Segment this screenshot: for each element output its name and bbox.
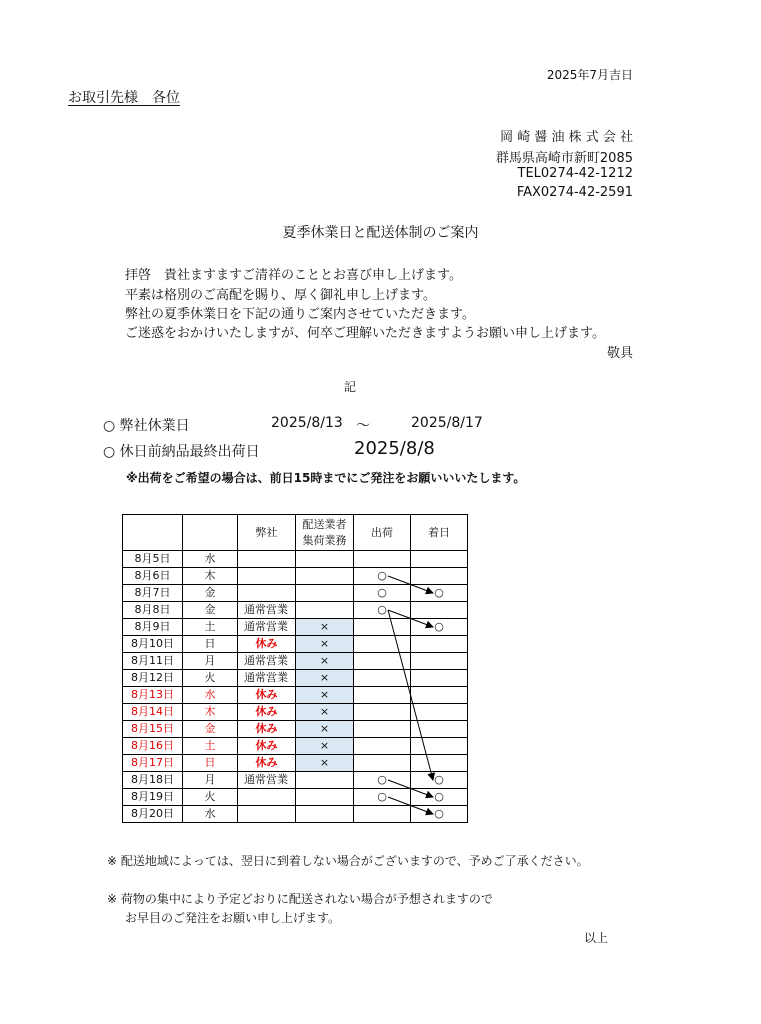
row-ship-mark xyxy=(354,653,411,670)
header-carrier-line1: 配送業者 xyxy=(302,517,347,531)
body-line-4: ご迷惑をおかけいたしますが、何卒ご理解いただきますようお願い申し上げます。 xyxy=(125,326,605,341)
row-weekday: 水 xyxy=(183,551,238,568)
row-weekday: 土 xyxy=(183,738,238,755)
table-header-row xyxy=(123,515,468,551)
table-row xyxy=(123,687,468,704)
order-note: ※出荷をご希望の場合は、前日15時までにご発注をお願いいいたします。 xyxy=(126,471,526,485)
header-ship: 出荷 xyxy=(354,515,411,551)
sender-company: 岡 崎 醤 油 株 式 会 社 xyxy=(500,130,633,145)
table-row xyxy=(123,738,468,755)
row-carrier-status: × xyxy=(296,738,354,755)
row-ship-mark xyxy=(354,704,411,721)
row-date: 8月17日 xyxy=(123,755,183,772)
row-company-status xyxy=(238,789,296,806)
row-company-status xyxy=(238,551,296,568)
row-arrive-mark xyxy=(411,602,468,619)
row-date: 8月15日 xyxy=(123,721,183,738)
row-arrive-mark: ○ xyxy=(411,772,468,789)
row-weekday: 木 xyxy=(183,568,238,585)
row-date: 8月16日 xyxy=(123,738,183,755)
lastship-date: 2025/8/8 xyxy=(354,438,435,459)
row-ship-mark xyxy=(354,806,411,823)
table-row xyxy=(123,585,468,602)
row-weekday: 金 xyxy=(183,721,238,738)
row-arrive-mark xyxy=(411,568,468,585)
row-weekday: 水 xyxy=(183,687,238,704)
sender-address: 群馬県高崎市新町2085 xyxy=(495,151,633,166)
row-carrier-status: × xyxy=(296,653,354,670)
row-arrive-mark xyxy=(411,738,468,755)
header-arrive: 着日 xyxy=(411,515,468,551)
row-arrive-mark: ○ xyxy=(411,789,468,806)
sender-tel: TEL0274-42-1212 xyxy=(517,166,633,181)
row-arrive-mark xyxy=(411,687,468,704)
row-company-status: 休み xyxy=(238,721,296,738)
footer-note-1: ※ 配送地域によっては、翌日に到着しない場合がございますので、予めご了承ください。 xyxy=(107,854,589,868)
row-date: 8月6日 xyxy=(123,568,183,585)
row-ship-mark xyxy=(354,755,411,772)
row-arrive-mark xyxy=(411,551,468,568)
table-row xyxy=(123,619,468,636)
row-carrier-status: × xyxy=(296,670,354,687)
row-date: 8月10日 xyxy=(123,636,183,653)
row-company-status: 通常営業 xyxy=(238,653,296,670)
header-carrier xyxy=(296,515,354,551)
row-company-status: 休み xyxy=(238,704,296,721)
row-arrive-mark: ○ xyxy=(411,619,468,636)
row-carrier-status: × xyxy=(296,687,354,704)
footer-note-2-line1: ※ 荷物の集中により予定どおりに配送されない場合が予想されますので xyxy=(107,892,493,906)
row-weekday: 日 xyxy=(183,636,238,653)
issue-date: 2025年7月吉日 xyxy=(546,68,633,82)
table-row xyxy=(123,551,468,568)
row-carrier-status: × xyxy=(296,619,354,636)
row-date: 8月9日 xyxy=(123,619,183,636)
row-ship-mark xyxy=(354,619,411,636)
row-company-status: 通常営業 xyxy=(238,772,296,789)
row-ship-mark: ○ xyxy=(354,602,411,619)
footer-end: 以上 xyxy=(584,931,609,945)
row-weekday: 水 xyxy=(183,806,238,823)
row-arrive-mark xyxy=(411,755,468,772)
row-carrier-status: × xyxy=(296,636,354,653)
table-row xyxy=(123,789,468,806)
row-ship-mark xyxy=(354,738,411,755)
document-title: 夏季休業日と配送体制のご案内 xyxy=(282,225,479,241)
row-ship-mark xyxy=(354,687,411,704)
header-company: 弊社 xyxy=(238,515,296,551)
row-carrier-status xyxy=(296,551,354,568)
row-weekday: 金 xyxy=(183,585,238,602)
ki-heading: 記 xyxy=(343,380,356,394)
header-carrier-line2: 集荷業務 xyxy=(302,533,347,547)
closing: 敬具 xyxy=(606,346,633,361)
row-ship-mark: ○ xyxy=(354,772,411,789)
sender-fax: FAX0274-42-2591 xyxy=(516,185,633,200)
row-carrier-status xyxy=(296,789,354,806)
row-date: 8月7日 xyxy=(123,585,183,602)
table-row xyxy=(123,704,468,721)
holiday-separator: ～ xyxy=(356,418,370,434)
table-row xyxy=(123,721,468,738)
row-weekday: 火 xyxy=(183,789,238,806)
row-date: 8月11日 xyxy=(123,653,183,670)
row-ship-mark: ○ xyxy=(354,789,411,806)
row-carrier-status: × xyxy=(296,755,354,772)
holiday-end: 2025/8/17 xyxy=(411,415,483,431)
table-row xyxy=(123,806,468,823)
table-row xyxy=(123,772,468,789)
row-weekday: 日 xyxy=(183,755,238,772)
recipient: お取引先様 各位 xyxy=(68,90,180,106)
row-carrier-status xyxy=(296,602,354,619)
row-weekday: 土 xyxy=(183,619,238,636)
row-company-status: 通常営業 xyxy=(238,670,296,687)
row-company-status xyxy=(238,806,296,823)
body-line-3: 弊社の夏季休業日を下記の通りご案内させていただきます。 xyxy=(125,307,475,322)
row-arrive-mark: ○ xyxy=(411,585,468,602)
table-row xyxy=(123,568,468,585)
row-company-status: 休み xyxy=(238,636,296,653)
row-company-status xyxy=(238,568,296,585)
row-weekday: 月 xyxy=(183,772,238,789)
row-arrive-mark xyxy=(411,704,468,721)
row-ship-mark xyxy=(354,721,411,738)
row-weekday: 火 xyxy=(183,670,238,687)
schedule-table xyxy=(122,514,468,823)
lastship-label: ○ 休日前納品最終出荷日 xyxy=(103,444,260,460)
row-weekday: 月 xyxy=(183,653,238,670)
row-date: 8月12日 xyxy=(123,670,183,687)
header-blank xyxy=(123,515,183,551)
row-date: 8月18日 xyxy=(123,772,183,789)
table-row xyxy=(123,653,468,670)
body-line-1: 拝啓 貴社ますますご清祥のこととお喜び申し上げます。 xyxy=(125,268,462,283)
row-company-status xyxy=(238,585,296,602)
table-row xyxy=(123,755,468,772)
row-ship-mark xyxy=(354,670,411,687)
row-date: 8月14日 xyxy=(123,704,183,721)
row-carrier-status xyxy=(296,568,354,585)
header-blank-2 xyxy=(183,515,238,551)
row-company-status: 休み xyxy=(238,738,296,755)
row-date: 8月20日 xyxy=(123,806,183,823)
row-arrive-mark xyxy=(411,670,468,687)
holiday-start: 2025/8/13 xyxy=(271,415,343,431)
row-carrier-status xyxy=(296,772,354,789)
table-row xyxy=(123,670,468,687)
row-carrier-status xyxy=(296,585,354,602)
row-company-status: 休み xyxy=(238,755,296,772)
row-company-status: 通常営業 xyxy=(238,619,296,636)
row-date: 8月19日 xyxy=(123,789,183,806)
row-date: 8月8日 xyxy=(123,602,183,619)
row-ship-mark xyxy=(354,636,411,653)
table-row xyxy=(123,602,468,619)
row-date: 8月13日 xyxy=(123,687,183,704)
row-arrive-mark xyxy=(411,721,468,738)
row-carrier-status: × xyxy=(296,721,354,738)
body-line-2: 平素は格別のご高配を賜り、厚く御礼申し上げます。 xyxy=(125,288,436,303)
row-arrive-mark xyxy=(411,653,468,670)
row-carrier-status xyxy=(296,806,354,823)
footer-note-2-line2: お早目のご発注をお願い申し上げます。 xyxy=(125,911,341,925)
row-ship-mark: ○ xyxy=(354,568,411,585)
row-arrive-mark: ○ xyxy=(411,806,468,823)
row-date: 8月5日 xyxy=(123,551,183,568)
row-arrive-mark xyxy=(411,636,468,653)
row-weekday: 金 xyxy=(183,602,238,619)
holiday-label: ○ 弊社休業日 xyxy=(103,418,190,434)
row-company-status: 休み xyxy=(238,687,296,704)
row-weekday: 木 xyxy=(183,704,238,721)
row-ship-mark xyxy=(354,551,411,568)
row-ship-mark: ○ xyxy=(354,585,411,602)
row-company-status: 通常営業 xyxy=(238,602,296,619)
table-row xyxy=(123,636,468,653)
row-carrier-status: × xyxy=(296,704,354,721)
